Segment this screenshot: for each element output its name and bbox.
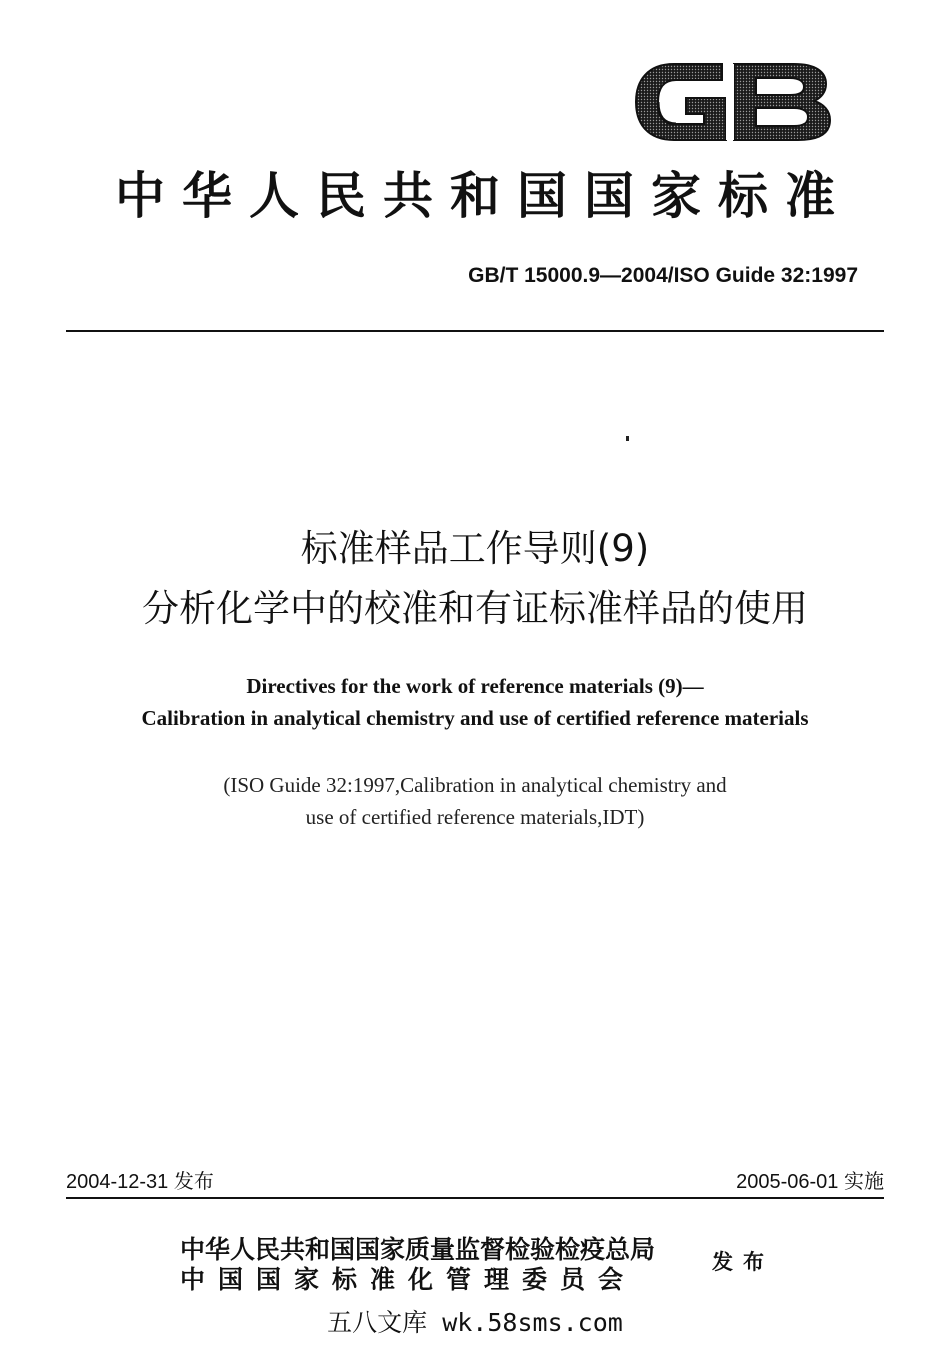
iso-reference-line-2: use of certified reference materials,IDT) xyxy=(305,805,645,829)
issue-date: 2004-12-31 发布 xyxy=(66,1171,214,1193)
national-standard-heading: 中华人民共和国国家标准 xyxy=(115,166,852,225)
publish-label: 发布 xyxy=(712,1250,774,1274)
chinese-title-line-1: 标准样品工作导则(9) xyxy=(300,527,650,570)
implementation-date: 2005-06-01 实施 xyxy=(736,1171,884,1193)
english-title-line-2: Calibration in analytical chemistry and use of certified reference materials xyxy=(141,706,809,730)
english-title-line-1: Directives for the work of reference materials (9)— xyxy=(246,674,704,698)
issuer-aqsiq: 中华人民共和国国家质量监督检验检疫总局 xyxy=(180,1235,656,1264)
standard-number: GB/T 15000.9—2004/ISO Guide 32:1997 xyxy=(468,264,858,287)
iso-reference-line-1: (ISO Guide 32:1997,Calibration in analytical chemistry and xyxy=(223,773,727,797)
issuer-sac: 中国国家标准化管理委员会 xyxy=(180,1265,637,1294)
gb-logo xyxy=(634,62,832,142)
chinese-title-line-2: 分析化学中的校准和有证标准样品的使用 xyxy=(142,587,808,630)
scan-speck xyxy=(626,436,629,441)
top-divider xyxy=(66,330,884,332)
watermark: 五八文库 wk.58sms.com xyxy=(327,1308,623,1337)
gb-national-standard-logo-icon xyxy=(634,62,832,142)
bottom-divider xyxy=(66,1197,884,1199)
